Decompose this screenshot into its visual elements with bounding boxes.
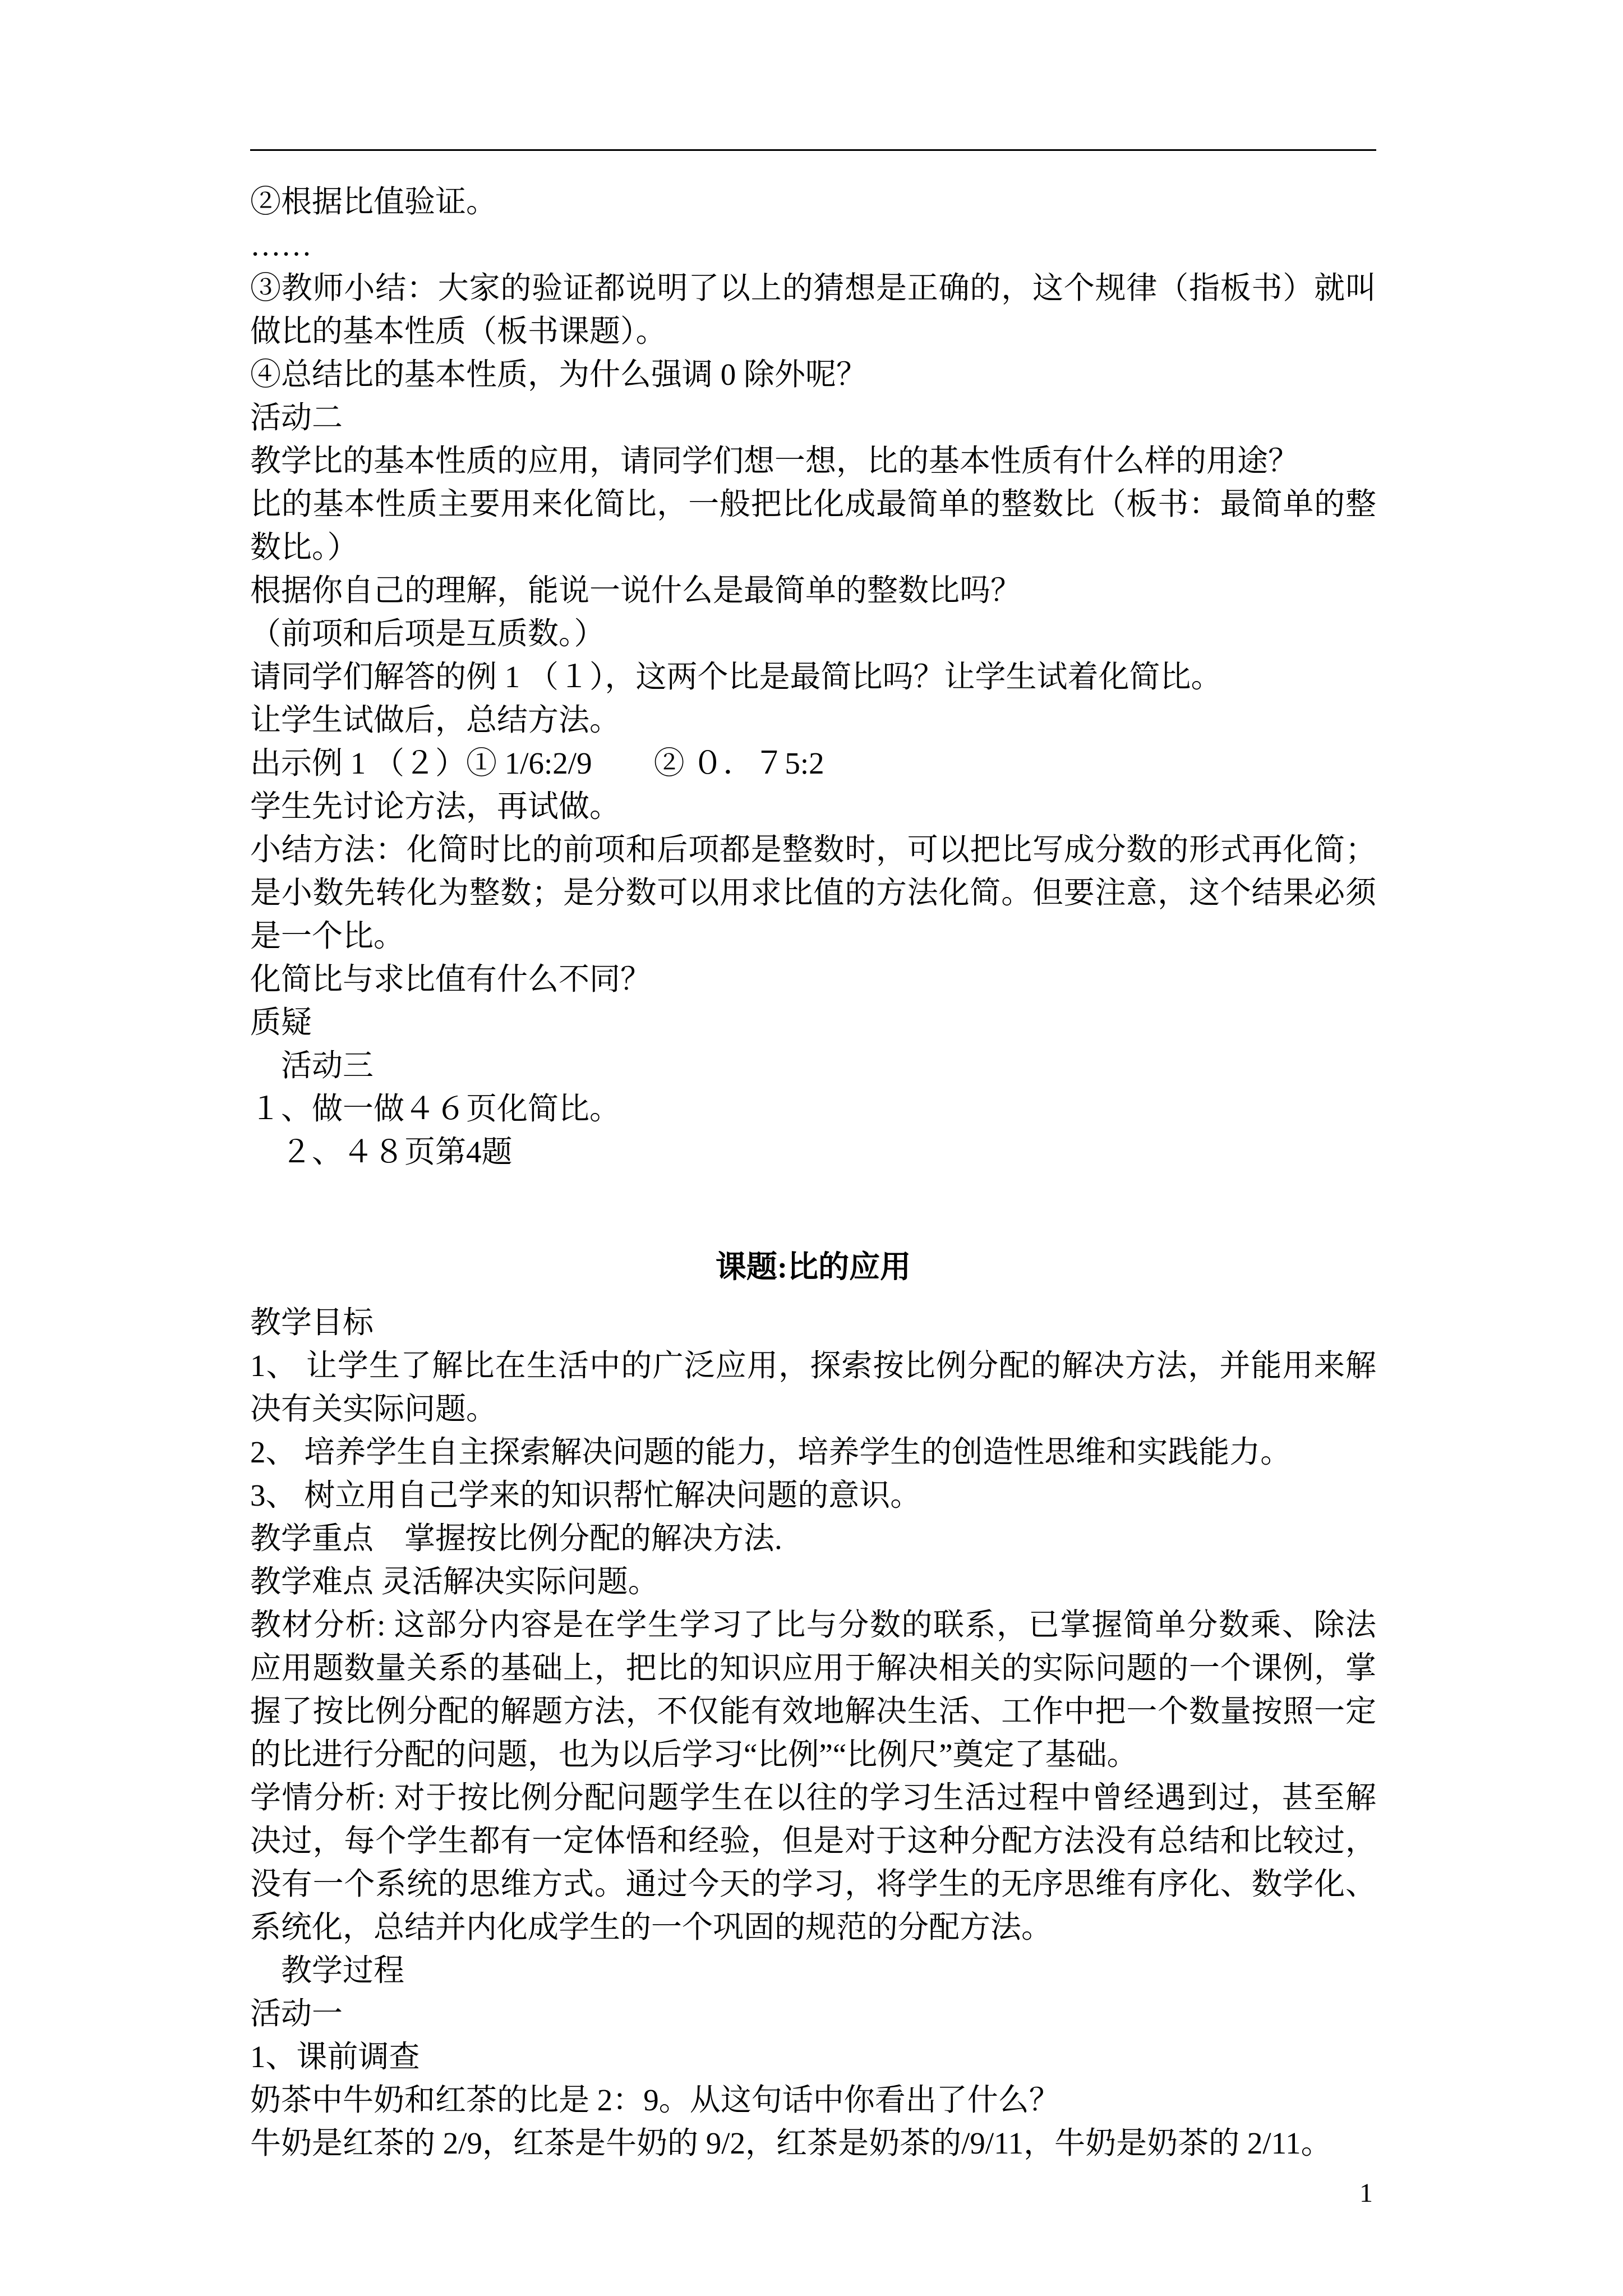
paragraph: 2、 培养学生自主探索解决问题的能力，培养学生的创造性思维和实践能力。 xyxy=(250,1435,1292,1469)
section-basic-property xyxy=(250,180,1376,1174)
paragraph: …… xyxy=(250,228,312,262)
paragraph: 教学重点 掌握按比例分配的解决方法. xyxy=(250,1521,782,1556)
header-rule xyxy=(250,149,1376,151)
paragraph: 学生先讨论方法，再试做。 xyxy=(250,789,621,823)
paragraph: 教学目标 xyxy=(250,1305,374,1340)
lesson-title: 课题:比的应用 xyxy=(715,1250,911,1284)
paragraph: 让学生试做后，总结方法。 xyxy=(250,703,621,737)
paragraph: 小结方法：化简时比的前项和后项都是整数时，可以把比写成分数的形式再化简；是小数先转化为整数；是分数可以用求比值的方法化简。但要注意，这个结果必须是一个比。 xyxy=(250,832,1376,953)
paragraph: 教学难点 灵活解决实际问题。 xyxy=(250,1565,659,1599)
paragraph: 活动三 xyxy=(250,1048,374,1083)
paragraph: 教学过程 xyxy=(250,1953,405,1987)
paragraph: ③教师小结：大家的验证都说明了以上的猜想是正确的，这个规律（指板书）就叫做比的基本性质（板书课题）。 xyxy=(250,271,1376,348)
paragraph: ２、４８页第4题 xyxy=(250,1135,513,1169)
paragraph: 活动二 xyxy=(250,401,343,435)
paragraph: 活动一 xyxy=(250,1996,343,2031)
paragraph: １、做一做４６页化简比。 xyxy=(250,1092,621,1126)
paragraph: 根据你自己的理解，能说一说什么是最简单的整数比吗？ xyxy=(250,573,1022,608)
paragraph: ④总结比的基本性质，为什么强调 0 除外呢？ xyxy=(250,357,868,392)
paragraph: ②根据比值验证。 xyxy=(250,185,497,219)
section-ratio-application xyxy=(250,1301,1376,2165)
paragraph: 比的基本性质主要用来化简比，一般把比化成最简单的整数比（板书：最简单的整数比。） xyxy=(250,487,1376,564)
paragraph: 教学比的基本性质的应用，请同学们想一想，比的基本性质有什么样的用途？ xyxy=(250,444,1299,478)
paragraph: 请同学们解答的例 1 （１），这两个比是最简比吗？让学生试着化简比。 xyxy=(250,660,1222,694)
paragraph: 1、 让学生了解比在生活中的广泛应用，探索按比例分配的解决方法，并能用来解决有关实际问题。 xyxy=(250,1349,1376,1426)
paragraph: 出示例 1 （２）① 1/6:2/9 ② ０．７5:2 xyxy=(250,746,824,780)
paragraph: （前项和后项是互质数。） xyxy=(250,616,605,651)
paragraph: 3、 树立用自己学来的知识帮忙解决问题的意识。 xyxy=(250,1478,921,1512)
paragraph: 奶茶中牛奶和红茶的比是 2：9。从这句话中你看出了什么？ xyxy=(250,2083,1060,2117)
paragraph: 化简比与求比值有什么不同？ xyxy=(250,962,652,996)
paragraph: 牛奶是红茶的 2/9，红茶是牛奶的 9/2，红茶是奶茶的/9/11，牛奶是奶茶的 2/11。 xyxy=(250,2126,1332,2160)
paragraph: 质疑 xyxy=(250,1005,312,1039)
paragraph: 教材分析: 这部分内容是在学生学习了比与分数的联系，已掌握简单分数乘、除法应用题数量关系的基础上，把比的知识应用于解决相关的实际问题的一个课例，掌握了按比例分配的解题方法，不仅能有效地解决生活、工作中把一个数量按照一定的比进行分配的问题，也为以后学习“比例”“比例尺”奠定了基础。 xyxy=(250,1608,1376,1772)
paragraph: 学情分析: 对于按比例分配问题学生在以往的学习生活过程中曾经遇到过，甚至解决过，每个学生都有一定体悟和经验，但是对于这种分配方法没有总结和比较过，没有一个系统的思维方式。通过今天的学习，将学生的无序思维有序化、数学化、系统化，总结并内化成学生的一个巩固的规范的分配方法。 xyxy=(250,1780,1376,1944)
paragraph: 1、课前调查 xyxy=(250,2040,420,2074)
page-number: 1 xyxy=(1359,2178,1373,2208)
